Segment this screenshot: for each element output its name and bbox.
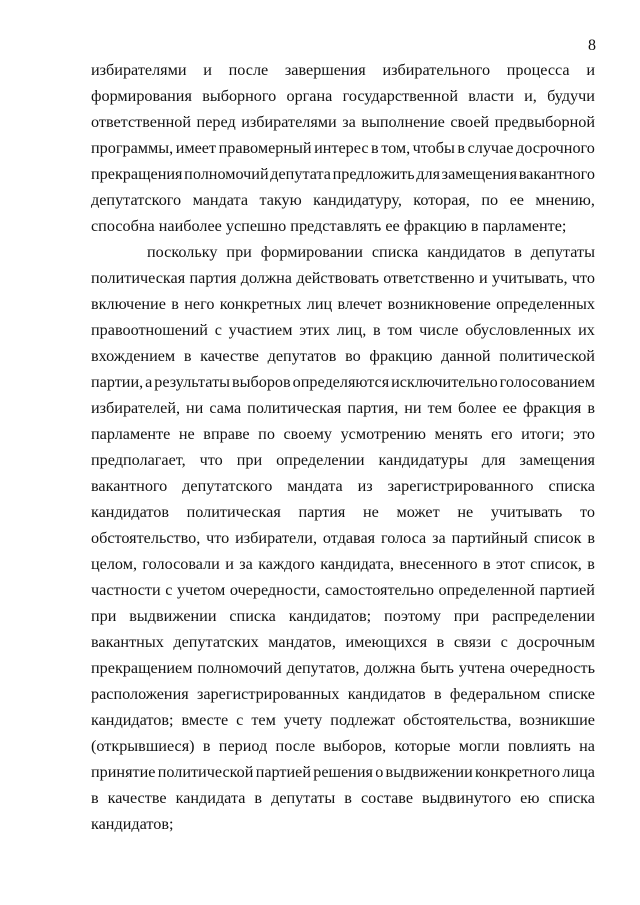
word: досрочным — [517, 633, 595, 651]
word: в — [171, 295, 179, 313]
word: партии, — [91, 373, 144, 391]
word: это — [573, 425, 595, 443]
word: имеет — [175, 139, 217, 157]
word: обстоятельство, — [91, 529, 201, 547]
page-number: 8 — [588, 37, 596, 54]
word: поэтому — [384, 607, 441, 625]
word: числе — [419, 321, 459, 339]
word: включение — [91, 295, 166, 313]
word: с — [236, 711, 244, 729]
word: партийный — [451, 529, 528, 547]
word: полномочий — [184, 165, 269, 183]
word: возникновение — [387, 295, 491, 313]
word: учтена — [458, 659, 506, 677]
word: распределении — [492, 607, 595, 625]
word: при — [226, 243, 252, 261]
word: политической — [157, 763, 254, 781]
word: определенных — [496, 295, 595, 313]
word: депутатов, — [286, 659, 360, 677]
word: завершения — [284, 61, 366, 79]
word: очередности, — [229, 581, 321, 599]
word: внесенного — [399, 555, 478, 573]
word: вакантного — [91, 477, 168, 495]
word: выполнение — [361, 113, 445, 131]
text-line — [91, 86, 595, 112]
word: кандидатов — [347, 685, 426, 703]
word: формировании — [260, 243, 363, 261]
word: и — [478, 269, 488, 287]
word: политической — [499, 347, 595, 365]
word: депутатского — [91, 191, 182, 209]
word: имеющихся — [345, 633, 428, 651]
word: поскольку — [147, 243, 218, 261]
word: на — [579, 737, 595, 755]
word: и — [203, 61, 212, 79]
word: не — [178, 425, 195, 443]
text-line — [91, 320, 595, 346]
word: которые — [394, 737, 451, 755]
text-line — [91, 294, 595, 320]
word: влечет — [337, 295, 383, 313]
word: определении — [276, 451, 365, 469]
word: и, — [524, 87, 537, 105]
word: участием — [228, 321, 293, 339]
word: во — [345, 347, 361, 365]
word: могли — [458, 737, 500, 755]
word: партия, — [347, 399, 399, 417]
word: замещения — [441, 165, 518, 183]
text-line — [91, 710, 595, 736]
word: способна — [91, 217, 159, 235]
word: депутаты — [530, 243, 595, 261]
word: ответственной — [91, 113, 192, 131]
word: расположения — [91, 685, 189, 703]
word: не — [363, 503, 379, 521]
word: выдвижении — [129, 607, 217, 625]
word: зарегистрированных — [196, 685, 340, 703]
word: такую — [259, 191, 302, 209]
word: в — [587, 529, 595, 547]
word: голоса — [380, 529, 427, 547]
word: парламенте; — [482, 217, 567, 235]
word: политическая — [247, 399, 342, 417]
word: отдавая — [322, 529, 376, 547]
word: связи — [453, 633, 491, 651]
word: партия — [298, 503, 346, 521]
word: качестве — [107, 789, 167, 807]
word: в — [371, 139, 379, 157]
text-line — [91, 190, 595, 216]
text-line — [91, 762, 595, 788]
text-line — [91, 164, 595, 190]
word: что — [206, 529, 230, 547]
word: которая, — [413, 191, 470, 209]
word: в — [587, 555, 595, 573]
word: о — [375, 763, 384, 781]
word: том, — [381, 139, 411, 157]
text-line — [91, 528, 595, 554]
word: федеральном — [449, 685, 541, 703]
word: государственной — [342, 87, 458, 105]
word: своему — [283, 425, 333, 443]
word: своей — [450, 113, 490, 131]
text-line — [91, 502, 595, 528]
word: конкретных — [219, 295, 302, 313]
word: мнению, — [535, 191, 595, 209]
word: сама — [209, 399, 242, 417]
word: из — [357, 477, 373, 495]
word: менять — [434, 425, 483, 443]
text-line — [91, 580, 595, 606]
word: в — [457, 139, 466, 157]
text-line — [91, 476, 595, 502]
word: прекращения — [91, 165, 183, 183]
word: мандата — [192, 191, 249, 209]
word: кандидата, — [320, 555, 395, 573]
word: выборного — [202, 87, 277, 105]
word: в — [514, 243, 522, 261]
word: период — [218, 737, 268, 755]
word: ею — [520, 789, 540, 807]
text-line — [91, 814, 595, 840]
word: избирателей, — [91, 399, 181, 417]
word: избирателями — [241, 113, 337, 131]
word: учету — [283, 711, 323, 729]
word: лиц — [306, 295, 333, 313]
word: каждого — [258, 555, 315, 573]
text-line — [91, 632, 595, 658]
text-line — [91, 268, 595, 294]
word: ни — [404, 399, 422, 417]
text-line — [91, 788, 595, 814]
word: партия — [189, 269, 237, 287]
text-line — [91, 554, 595, 580]
word: ни — [186, 399, 204, 417]
word: кандидата — [175, 789, 246, 807]
word: конкретного — [475, 763, 561, 781]
word: учетом — [176, 581, 226, 599]
word: списка — [548, 477, 595, 495]
word: успешно — [225, 217, 291, 235]
word: том — [387, 321, 413, 339]
text-line — [91, 216, 595, 242]
word: качестве — [200, 347, 259, 365]
word: обусловленных — [465, 321, 572, 339]
word: ее — [385, 217, 404, 235]
word: лиц, — [336, 321, 367, 339]
text-line — [91, 398, 595, 424]
word: их — [578, 321, 595, 339]
word: депутатского — [182, 477, 273, 495]
word: в — [183, 347, 192, 365]
word: в — [436, 633, 445, 651]
word: чтобы — [412, 139, 455, 157]
word: по — [258, 425, 275, 443]
word: предвыборной — [494, 113, 595, 131]
text-line — [91, 346, 595, 372]
word: что — [199, 451, 223, 469]
word: в — [433, 685, 442, 703]
word: вхождением — [91, 347, 176, 365]
word: в — [254, 789, 263, 807]
word: после — [275, 737, 316, 755]
word: определенной — [438, 581, 536, 599]
word: в — [470, 217, 483, 235]
word: случае — [467, 139, 514, 157]
word: в — [587, 399, 595, 417]
word: по — [481, 191, 499, 209]
word: предполагает, — [91, 451, 186, 469]
word: органа — [286, 87, 333, 105]
word: (открывшиеся) — [91, 737, 195, 755]
word: решения — [313, 763, 373, 781]
word: возникшие — [519, 711, 595, 729]
word: депутатских — [173, 633, 259, 651]
word: составе — [360, 789, 414, 807]
word: с — [500, 633, 508, 651]
word: предложить — [332, 165, 415, 183]
word: ответственно — [383, 269, 475, 287]
word: голосованием — [499, 373, 595, 391]
text-line — [91, 684, 595, 710]
text-line — [91, 736, 595, 762]
word: должна — [240, 269, 292, 287]
word: быть — [420, 659, 454, 677]
word: в — [344, 789, 352, 807]
word: может — [396, 503, 440, 521]
text-line — [91, 138, 595, 164]
word: правоотношений — [91, 321, 208, 339]
word: процесса — [506, 61, 570, 79]
word: при — [91, 607, 117, 625]
word: итоги; — [521, 425, 565, 443]
body-text — [91, 60, 595, 840]
word: этих — [299, 321, 331, 339]
word: выдвижении — [385, 763, 473, 781]
word: зарегистрированного — [387, 477, 534, 495]
word: правомерный — [218, 139, 312, 157]
word: депутата — [270, 165, 331, 183]
word: действовать — [296, 269, 379, 287]
text-line — [91, 658, 595, 684]
text-line — [91, 424, 595, 450]
word: списке — [548, 685, 595, 703]
word: формирования — [91, 87, 192, 105]
word: фракцию — [403, 217, 471, 235]
word: с — [165, 581, 173, 599]
word: лица — [562, 763, 595, 781]
word: при — [236, 451, 263, 469]
word: фракцию — [369, 347, 433, 365]
word: ее — [509, 191, 524, 209]
word: вакантных — [91, 633, 164, 651]
word: прекращением — [91, 659, 193, 677]
word: принятие — [91, 763, 156, 781]
word: тем — [427, 399, 453, 417]
word: вместе — [181, 711, 229, 729]
word: представлять — [290, 217, 386, 235]
word: исключительно — [391, 373, 498, 391]
word: с — [214, 321, 222, 339]
word: после — [228, 61, 269, 79]
word: данной — [441, 347, 491, 365]
word: перед — [196, 113, 236, 131]
word: наиболее — [158, 217, 226, 235]
word: кандидатов — [91, 503, 169, 521]
word: за — [432, 529, 446, 547]
word: кандидатов; — [288, 607, 372, 625]
text-line — [91, 450, 595, 476]
word: избиратели, — [235, 529, 317, 547]
word: что — [571, 269, 595, 287]
word: учитывать, — [491, 269, 568, 287]
text-line — [91, 242, 595, 268]
word: кандидатов; — [91, 711, 174, 729]
word: результаты — [154, 373, 231, 391]
word: этот — [496, 555, 525, 573]
word: определяются — [292, 373, 390, 391]
word: вправе — [203, 425, 250, 443]
word: выдвинутого — [422, 789, 512, 807]
word: список, — [530, 555, 582, 573]
word: власти — [468, 87, 514, 105]
word: за — [239, 555, 253, 573]
word: списка — [548, 789, 595, 807]
word: самостоятельно — [324, 581, 434, 599]
text-line — [91, 606, 595, 632]
word: мандатов, — [268, 633, 336, 651]
word: в — [91, 789, 99, 807]
word: и — [586, 61, 595, 79]
word: при — [453, 607, 480, 625]
word: учитывать — [490, 503, 563, 521]
text-line — [91, 372, 595, 398]
word: будучи — [547, 87, 595, 105]
word: усмотрению — [340, 425, 426, 443]
word: повлиять — [507, 737, 571, 755]
word: парламенте — [91, 425, 171, 443]
word: подлежат — [330, 711, 396, 729]
word: то — [579, 503, 595, 521]
word: фракция — [522, 399, 582, 417]
word: за — [342, 113, 356, 131]
word: голосовали — [142, 555, 220, 573]
word: политическая — [91, 269, 186, 287]
word: частности — [91, 581, 161, 599]
word: списка — [371, 243, 419, 261]
word: кандидатов; — [91, 815, 174, 833]
word: в — [202, 737, 211, 755]
word: программы, — [91, 139, 174, 157]
word: кандидатуру, — [313, 191, 402, 209]
word: кандидатуры — [378, 451, 468, 469]
word: вакантного — [518, 165, 595, 183]
word: избирательного — [382, 61, 491, 79]
word: интерес — [314, 139, 369, 157]
word: тем — [251, 711, 276, 729]
word: него — [184, 295, 215, 313]
word: в — [483, 555, 491, 573]
word: обстоятельства, — [403, 711, 512, 729]
word: список — [533, 529, 582, 547]
word: для — [481, 451, 506, 469]
word: депутатов — [267, 347, 337, 365]
word: более — [458, 399, 497, 417]
word: партией — [255, 763, 311, 781]
word: его — [491, 425, 513, 443]
word: политическая — [186, 503, 281, 521]
word: очередность — [509, 659, 595, 677]
word: избирателями — [91, 61, 187, 79]
word: полномочий — [197, 659, 282, 677]
word: мандата — [287, 477, 343, 495]
word: и — [225, 555, 234, 573]
word: замещения — [519, 451, 595, 469]
word: выборов — [231, 373, 291, 391]
word: целом, — [91, 555, 138, 573]
word: депутаты — [271, 789, 336, 807]
text-line — [91, 112, 595, 138]
word: досрочного — [515, 139, 595, 157]
word: ее — [502, 399, 517, 417]
word: списка — [229, 607, 276, 625]
word: а — [145, 373, 153, 391]
text-line — [91, 60, 595, 86]
word: должна — [364, 659, 416, 677]
word: выборов, — [323, 737, 387, 755]
word: партией — [539, 581, 595, 599]
word: для — [416, 165, 441, 183]
word: кандидатов — [427, 243, 506, 261]
word: не — [457, 503, 474, 521]
word: в — [373, 321, 381, 339]
